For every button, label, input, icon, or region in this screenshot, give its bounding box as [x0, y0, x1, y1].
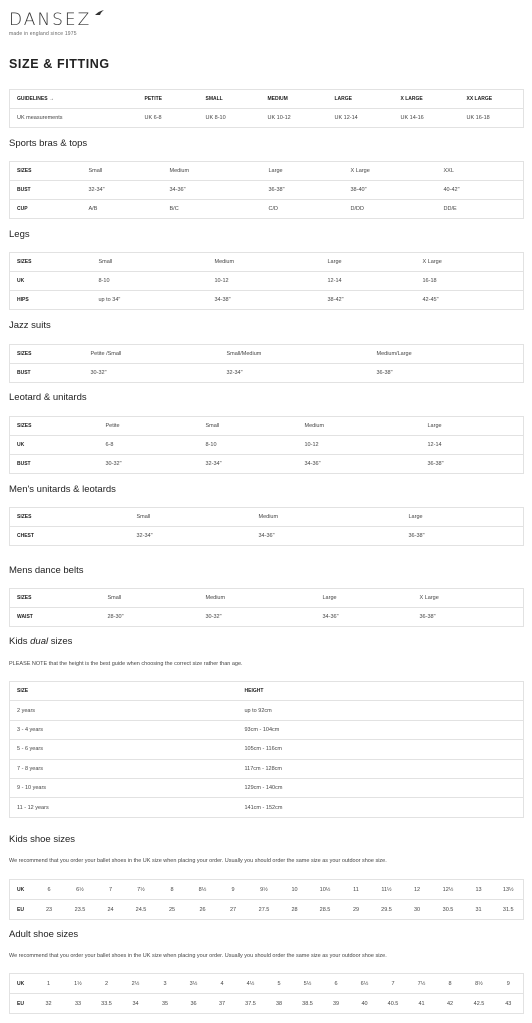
table-cell: 36-38" [370, 364, 524, 383]
table-row [10, 701, 524, 720]
table-row [10, 253, 524, 272]
table-cell: WAIST [10, 608, 101, 627]
table-row [10, 589, 524, 608]
table-cell: up to 92cm [238, 701, 524, 720]
table-cell: UK [10, 272, 92, 291]
section-title-mens-belts: Mens dance belts [9, 565, 84, 576]
table-row [10, 364, 524, 383]
table-cell: 11 - 12 years [10, 798, 238, 817]
table-cell: XXL [443, 168, 454, 174]
table-row [10, 994, 524, 1014]
table-cell: EU [10, 994, 34, 1014]
table-row [10, 778, 524, 797]
table-cell: X LARGE [400, 96, 423, 102]
table-cell: 1½ [74, 980, 82, 987]
table-cell: MEDIUM [267, 96, 288, 102]
table-cell: Petite [105, 423, 120, 429]
table-cell: 28 [280, 900, 310, 920]
table-cell: 26 [188, 900, 218, 920]
table-row [10, 200, 524, 219]
table-cell: UK 12-14 [328, 109, 394, 128]
table-cell: Medium [304, 423, 325, 429]
table-cell: 9 [506, 980, 510, 987]
kids-shoes-table [9, 879, 524, 920]
section-title-kids-shoes: Kids shoe sizes [9, 834, 76, 845]
table-cell: 36-38" [402, 527, 524, 546]
table-cell: SIZES [17, 514, 32, 520]
table-row [10, 272, 524, 291]
table-cell: 117cm - 128cm [238, 759, 524, 778]
table-cell: UK [17, 980, 25, 987]
table-cell: 10-12 [298, 436, 421, 455]
table-cell: 2 [104, 980, 109, 987]
table-cell: 12-14 [321, 272, 416, 291]
table-cell: 41 [408, 994, 436, 1014]
table-row [10, 880, 524, 900]
table-cell: A/B [82, 200, 163, 219]
table-cell: Medium [205, 595, 226, 601]
table-cell: 38.5 [294, 994, 322, 1014]
table-cell: Medium [214, 259, 235, 265]
table-cell: 43 [494, 994, 524, 1014]
table-cell: Large [322, 595, 337, 601]
table-cell: 7 [391, 980, 395, 987]
table-cell: 36-38" [262, 181, 344, 200]
sports-bras-table [9, 161, 524, 219]
table-cell: 4½ [246, 980, 255, 987]
table-cell: 34-36" [298, 455, 421, 474]
table-cell: SIZES [17, 259, 32, 265]
table-cell: 9 [231, 886, 235, 893]
brand-logo[interactable] [9, 10, 129, 44]
table-cell: 7 [108, 886, 113, 893]
table-cell: 12-14 [421, 436, 524, 455]
table-cell: 33 [64, 994, 93, 1014]
table-cell: C/D [262, 200, 344, 219]
guidelines-table [9, 89, 524, 128]
table-cell: 38-42" [321, 291, 416, 310]
section-title-leotard: Leotard & unitards [9, 392, 87, 403]
table-cell: 23.5 [65, 900, 96, 920]
table-cell: 6 [334, 980, 338, 987]
table-row [10, 720, 524, 739]
table-cell: 11½ [381, 886, 392, 893]
table-cell: SMALL [205, 96, 223, 102]
table-cell: SIZE [17, 688, 29, 695]
table-cell: 31 [464, 900, 494, 920]
table-cell: Small [98, 259, 113, 265]
table-cell: 32 [34, 994, 64, 1014]
kids-dual-table [9, 681, 524, 818]
table-row [10, 798, 524, 817]
brand-tagline: made in england since 1975 [9, 31, 77, 37]
table-cell: 6-8 [99, 436, 199, 455]
section-title-sports-bras: Sports bras & tops [9, 138, 88, 149]
table-cell: 12½ [442, 886, 454, 893]
table-cell: UK [10, 436, 99, 455]
table-cell: 8-10 [199, 436, 298, 455]
table-cell: 34-38" [208, 291, 321, 310]
table-cell: 37.5 [237, 994, 265, 1014]
section-title-kids-dual [9, 636, 72, 647]
table-cell: 34 [121, 994, 151, 1014]
leotard-table [9, 416, 524, 474]
table-cell: SIZES [17, 351, 32, 357]
table-row [10, 527, 524, 546]
table-cell: 36 [180, 994, 208, 1014]
table-cell: 6½ [360, 980, 369, 987]
table-cell: 2 years [10, 701, 238, 720]
kids-dual-title-post: sizes [48, 636, 73, 647]
table-cell: 42 [436, 994, 465, 1014]
table-cell: 32-34" [220, 364, 370, 383]
table-cell: GUIDELINES → [17, 96, 54, 102]
table-cell: 42-45" [416, 291, 524, 310]
table-cell: 30-32" [99, 455, 199, 474]
table-cell: XX LARGE [466, 96, 493, 102]
table-cell: 29 [341, 900, 372, 920]
table-cell: 36-38" [421, 455, 524, 474]
table-row [10, 974, 524, 994]
table-cell: 9 - 10 years [10, 778, 238, 797]
table-row [10, 759, 524, 778]
table-cell: SIZES [17, 595, 32, 601]
table-row [10, 109, 524, 128]
table-row [10, 436, 524, 455]
table-cell: 40 [351, 994, 379, 1014]
table-row [10, 181, 524, 200]
table-cell: 10 [291, 886, 298, 893]
table-cell: 8 [170, 886, 174, 893]
table-cell: 16-18 [416, 272, 524, 291]
table-cell: 13 [475, 886, 482, 893]
table-cell: 33.5 [93, 994, 121, 1014]
table-cell: 30.5 [433, 900, 464, 920]
table-cell: 24.5 [126, 900, 157, 920]
table-cell: B/C [163, 200, 262, 219]
table-cell: 24 [96, 900, 126, 920]
table-cell: 39 [322, 994, 351, 1014]
kids-dual-title-pre: Kids [9, 636, 31, 647]
table-cell: 38 [265, 994, 294, 1014]
table-cell: 8-10 [92, 272, 208, 291]
section-title-adult-shoes: Adult shoe sizes [9, 929, 79, 940]
table-cell: Small [88, 168, 103, 174]
table-cell: 13½ [502, 886, 514, 893]
kids-dual-note: PLEASE NOTE that the height is the best guide when choosing the correct size rather than age. [9, 661, 243, 667]
table-row [10, 345, 524, 364]
table-cell: 36-38" [413, 608, 524, 627]
table-cell: 40.5 [379, 994, 408, 1014]
table-cell: 30 [402, 900, 433, 920]
table-cell: 28-30" [101, 608, 199, 627]
table-row [10, 455, 524, 474]
table-cell: 9½ [260, 886, 268, 893]
table-cell: 27.5 [249, 900, 280, 920]
table-row [10, 508, 524, 527]
table-cell: 1 [46, 980, 51, 987]
kids-dual-title-em: dual [30, 636, 49, 647]
table-row [10, 291, 524, 310]
table-cell: Medium [258, 514, 279, 520]
table-cell: 3½ [189, 980, 198, 987]
table-row [10, 90, 524, 109]
table-cell: UK [17, 886, 25, 893]
table-cell: 32-34" [199, 455, 298, 474]
table-cell: 4 [220, 980, 224, 987]
table-cell: 8½ [198, 886, 207, 893]
table-cell: PETITE [144, 96, 163, 102]
table-cell: 38-40" [344, 181, 437, 200]
table-cell: 10½ [319, 886, 331, 893]
kids-shoes-note: We recommend that you order your ballet shoes in the UK size when placing your order. Usually you should order the same size as your outdoor shoe size. [9, 858, 387, 864]
table-cell: 105cm - 116cm [238, 740, 524, 759]
table-cell: UK 16-18 [460, 109, 524, 128]
table-cell: 141cm - 152cm [238, 798, 524, 817]
table-cell: 25 [157, 900, 188, 920]
table-cell: 7½ [137, 886, 145, 893]
table-cell: 5½ [303, 980, 312, 987]
table-cell: Petite /Small [90, 351, 122, 357]
table-cell: Large [408, 514, 423, 520]
table-cell: 5 - 6 years [10, 740, 238, 759]
table-row [10, 608, 524, 627]
table-cell: BUST [10, 364, 84, 383]
mens-belts-table [9, 588, 524, 627]
brand-name: DANSEZ [9, 10, 92, 30]
table-cell: D/DD [344, 200, 437, 219]
table-cell: Large [268, 168, 283, 174]
section-title-legs: Legs [9, 229, 30, 240]
table-cell: SIZES [17, 423, 32, 429]
table-cell: 23 [34, 900, 65, 920]
table-cell: BUST [10, 455, 99, 474]
table-cell: X Large [350, 168, 370, 174]
table-cell: Medium/Large [376, 351, 412, 357]
table-cell: up to 34" [92, 291, 208, 310]
jazz-suits-table [9, 344, 524, 383]
table-cell: 42.5 [465, 994, 494, 1014]
table-cell: 29.5 [372, 900, 402, 920]
table-cell: Small [205, 423, 220, 429]
table-cell: 6 [47, 886, 51, 893]
table-cell: 35 [151, 994, 180, 1014]
table-cell: X Large [419, 595, 439, 601]
table-cell: Small [107, 595, 122, 601]
table-cell: 11 [353, 886, 359, 893]
table-cell: UK 14-16 [394, 109, 460, 128]
table-cell: 7½ [417, 980, 426, 987]
table-cell: UK 8-10 [199, 109, 261, 128]
table-cell: 40-42" [437, 181, 524, 200]
table-cell: UK measurements [10, 109, 138, 128]
table-cell: 12 [413, 886, 421, 893]
table-cell: UK 6-8 [138, 109, 199, 128]
table-cell: 34-36" [163, 181, 262, 200]
table-cell: CHEST [10, 527, 130, 546]
table-cell: 30-32" [84, 364, 220, 383]
table-cell: 37 [208, 994, 237, 1014]
table-cell: HIPS [10, 291, 92, 310]
table-cell: 30-32" [199, 608, 316, 627]
table-cell: 27 [218, 900, 249, 920]
table-cell: X Large [422, 259, 442, 265]
mens-unitards-table [9, 507, 524, 546]
table-cell: Large [327, 259, 342, 265]
table-cell: 6½ [76, 886, 84, 893]
table-cell: 8 [448, 980, 452, 987]
section-title-jazz-suits: Jazz suits [9, 320, 51, 331]
table-cell: HEIGHT [244, 688, 264, 695]
table-cell: BUST [10, 181, 82, 200]
table-row [10, 900, 524, 920]
section-title-mens-unitards: Men's unitards & leotards [9, 484, 116, 495]
table-cell: 7 - 8 years [10, 759, 238, 778]
table-cell: 31.5 [494, 900, 524, 920]
table-cell: 34-36" [316, 608, 413, 627]
table-row [10, 740, 524, 759]
table-cell: 32-34" [130, 527, 252, 546]
legs-table [9, 252, 524, 310]
table-cell: 129cm - 140cm [238, 778, 524, 797]
table-cell: EU [10, 900, 34, 920]
table-cell: Small [136, 514, 151, 520]
table-row [10, 682, 524, 701]
table-cell: 3 [163, 980, 167, 987]
table-cell: Medium [169, 168, 190, 174]
adult-shoes-note: We recommend that you order your ballet shoes in the UK size when placing your order. Usually you should order the same size as your outdoor shoe size. [9, 953, 387, 959]
table-row [10, 162, 524, 181]
table-cell: Large [427, 423, 442, 429]
table-cell: LARGE [334, 96, 352, 102]
table-cell: 34-36" [252, 527, 402, 546]
table-cell: 93cm - 104cm [238, 720, 524, 739]
table-row [10, 417, 524, 436]
table-cell: DD/E [437, 200, 524, 219]
bird-icon [95, 10, 105, 16]
table-cell: Small/Medium [226, 351, 262, 357]
table-cell: SIZES [17, 168, 32, 174]
adult-shoes-table [9, 973, 524, 1014]
table-cell: 8½ [475, 980, 483, 987]
table-cell: CUP [10, 200, 82, 219]
table-cell: 3 - 4 years [10, 720, 238, 739]
table-cell: 32-34" [82, 181, 163, 200]
table-cell: UK 10-12 [261, 109, 328, 128]
table-cell: 10-12 [208, 272, 321, 291]
page-title: SIZE & FITTING [9, 57, 110, 71]
table-cell: 5 [277, 980, 281, 987]
table-cell: 28.5 [310, 900, 341, 920]
table-cell: 2½ [131, 980, 140, 987]
